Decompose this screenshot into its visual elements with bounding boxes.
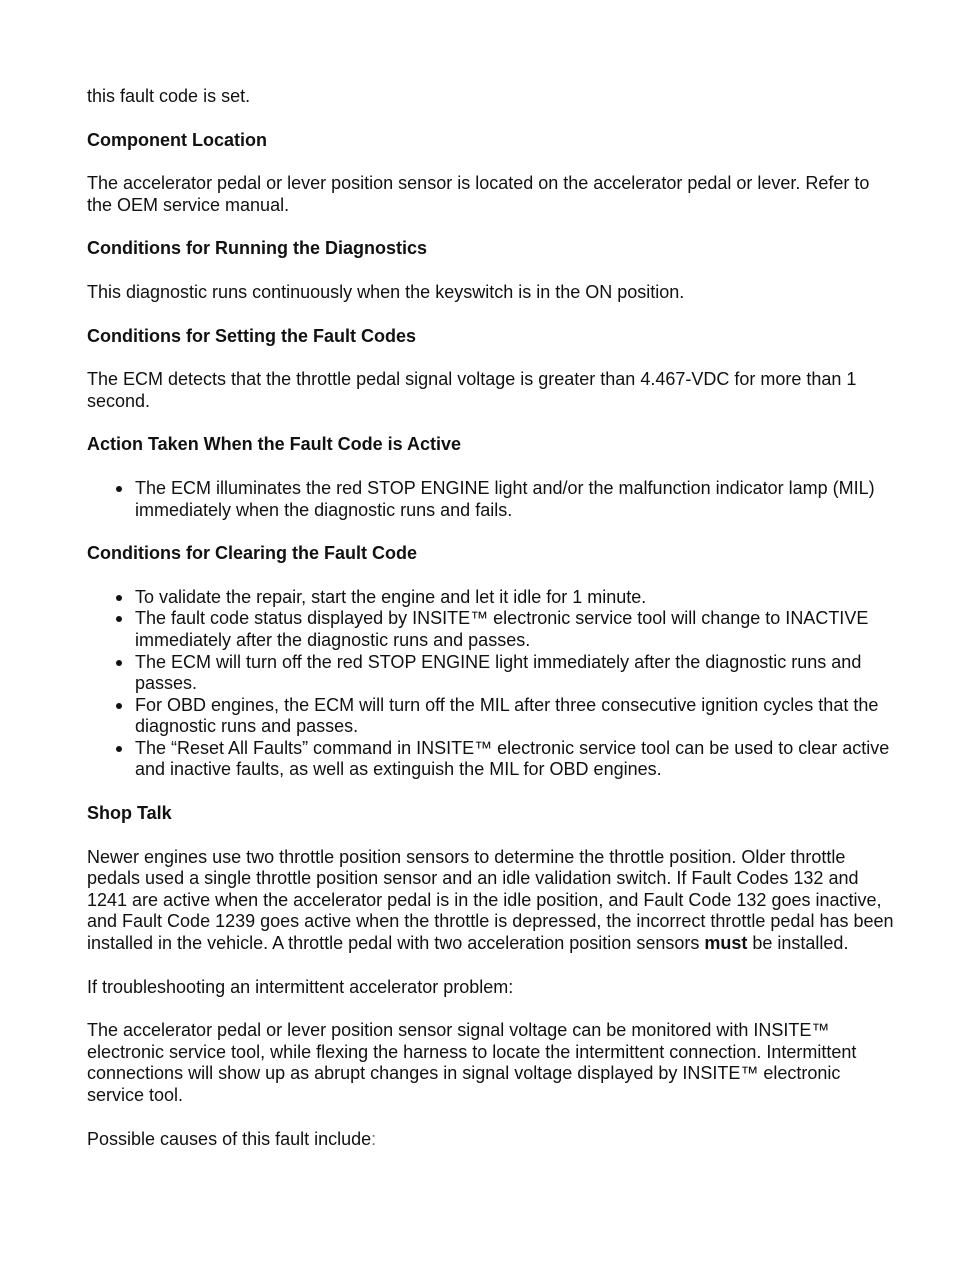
setting-fault-codes-text: The ECM detects that the throttle pedal signal voltage is greater than 4.467-VDC for more than 1 second. — [87, 369, 857, 411]
possible-causes-colon: : — [371, 1128, 377, 1149]
list-item: The ECM illuminates the red STOP ENGINE light and/or the malfunction indicator lamp (MIL) immediately when the diagnostic runs and fails. — [87, 478, 899, 521]
shop-talk-paragraph-2: If troubleshooting an intermittent accelerator problem: — [87, 976, 514, 997]
list-item: For OBD engines, the ECM will turn off the MIL after three consecutive ignition cycles that the diagnostic runs and passes. — [87, 695, 899, 738]
shop-talk-paragraph-1 — [87, 847, 899, 955]
list-item: The “Reset All Faults” command in INSITE™ electronic service tool can be used to clear active and inactive faults, as well as extinguish the MIL for OBD engines. — [87, 738, 899, 781]
document-page — [87, 86, 899, 1150]
intro-tail-text: this fault code is set. — [87, 86, 251, 106]
emphasis-must: must — [704, 933, 748, 954]
shop-talk-paragraph-1-text: Newer engines use two throttle position sensors to determine the throttle position. Older throttle pedals used a single throttle position sensor and an idle validation switch. If Fault Codes 132 and 1241 are active when the accelerator pedal is in the idle position, and Fault Code 132 goes inactive, and Fault Code 1239 goes active when the throttle is depressed, the incorrect throttle pedal has been installed in the vehicle. A throttle pedal with two acceleration position sensors — [87, 846, 894, 954]
shop-talk-heading: Shop Talk — [87, 803, 172, 824]
possible-causes-text: Possible causes of this fault include — [87, 1128, 372, 1149]
clearing-fault-code-list — [87, 587, 899, 781]
clearing-fault-code-heading: Conditions for Clearing the Fault Code — [87, 543, 417, 564]
list-item: To validate the repair, start the engine and let it idle for 1 minute. — [87, 587, 899, 609]
shop-talk-paragraph-4 — [87, 1129, 899, 1151]
component-location-text: The accelerator pedal or lever position sensor is located on the accelerator pedal or lever. Refer to the OEM service manual. — [87, 173, 870, 215]
shop-talk-paragraph-3: The accelerator pedal or lever position sensor signal voltage can be monitored with INSITE™ electronic service tool, while flexing the harness to locate the intermittent connection. Intermittent connections will show up as abrupt changes in signal voltage displayed by INSITE™ electronic service tool. — [87, 1020, 857, 1105]
shop-talk-paragraph-1-end: be installed. — [747, 933, 849, 954]
list-item: The ECM will turn off the red STOP ENGINE light immediately after the diagnostic runs and passes. — [87, 652, 899, 695]
running-diagnostics-text: This diagnostic runs continuously when the keyswitch is in the ON position. — [87, 281, 685, 302]
component-location-heading: Component Location — [87, 129, 267, 150]
setting-fault-codes-heading: Conditions for Setting the Fault Codes — [87, 325, 416, 346]
list-item: The fault code status displayed by INSITE™ electronic service tool will change to INACTIVE immediately after the diagnostic runs and passes. — [87, 608, 899, 651]
action-taken-list — [87, 478, 899, 521]
action-taken-heading: Action Taken When the Fault Code is Active — [87, 434, 462, 455]
running-diagnostics-heading: Conditions for Running the Diagnostics — [87, 238, 427, 259]
